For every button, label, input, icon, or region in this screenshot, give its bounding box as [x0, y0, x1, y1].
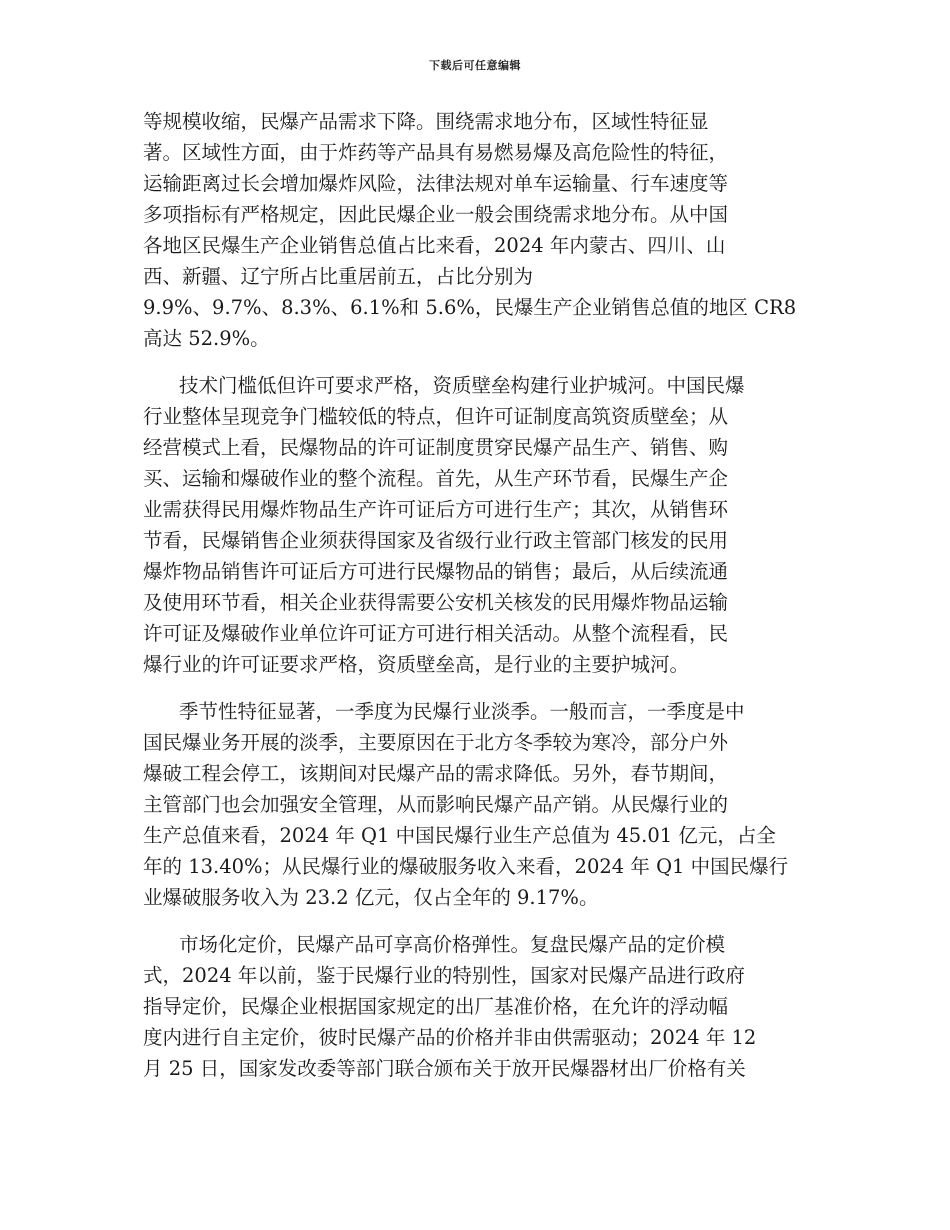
text-line: 各地区民爆生产企业销售总值占比来看，2024 年内蒙古、四川、山 [143, 234, 726, 257]
text-line: 爆炸物品销售许可证后方可进行民爆物品的销售；最后，从后续流通 [143, 560, 729, 583]
text-line: 生产总值来看，2024 年 Q1 中国民爆行业生产总值为 45.01 亿元，占全 [143, 824, 776, 847]
paragraph-demand-distribution [143, 106, 808, 354]
text-line: 9.9%、9.7%、8.3%、6.1%和 5.6%，民爆生产企业销售总值的地区 CR8 [143, 296, 797, 319]
text-line: 经营模式上看，民爆物品的许可证制度贯穿民爆产品生产、销售、购 [143, 436, 729, 459]
text-line: 等规模收缩，民爆产品需求下降。围绕需求地分布，区域性特征显 [143, 110, 709, 133]
paragraph-market-pricing [143, 929, 808, 1084]
paragraph-seasonality [143, 696, 808, 913]
text-line: 买、运输和爆破作业的整个流程。首先，从生产环节看，民爆生产企 [143, 467, 729, 490]
text-line: 运输距离过长会增加爆炸风险，法律法规对单车运输量、行车速度等 [143, 172, 729, 195]
text-line: 及使用环节看，相关企业获得需要公安机关核发的民用爆炸物品运输 [143, 591, 729, 614]
text-line: 节看，民爆销售企业须获得国家及省级行业行政主管部门核发的民用 [143, 529, 729, 552]
text-line: 行业整体呈现竞争门槛较低的特点，但许可证制度高筑资质壁垒；从 [143, 405, 729, 428]
text-line: 年的 13.40%；从民爆行业的爆破服务收入来看，2024 年 Q1 中国民爆行 [143, 855, 789, 878]
page-header: 下载后可任意编辑 [429, 59, 521, 72]
text-line: 国民爆业务开展的淡季，主要原因在于北方冬季较为寒冷，部分户外 [143, 731, 729, 754]
text-line: 式，2024 年以前，鉴于民爆行业的特别性，国家对民爆产品进行政府 [143, 964, 745, 987]
text-line: 高达 52.9%。 [143, 327, 270, 350]
text-line: 主管部门也会加强安全管理，从而影响民爆产品产销。从民爆行业的 [143, 793, 729, 816]
text-line: 业需获得民用爆炸物品生产许可证后方可进行生产；其次，从销售环 [143, 498, 729, 521]
text-line: 爆破工程会停工，该期间对民爆产品的需求降低。另外，春节期间， [143, 762, 729, 785]
text-line: 西、新疆、辽宁所占比重居前五，占比分别为 [143, 265, 534, 288]
text-line: 业爆破服务收入为 23.2 亿元，仅占全年的 9.17%。 [143, 886, 599, 909]
paragraph-license-barrier [143, 370, 808, 680]
text-line: 指导定价，民爆企业根据国家规定的出厂基准价格，在允许的浮动幅 [143, 995, 729, 1018]
text-line: 市场化定价，民爆产品可享高价格弹性。复盘民爆产品的定价模 [179, 933, 726, 956]
text-line: 著。区域性方面，由于炸药等产品具有易燃易爆及高危险性的特征， [143, 141, 729, 164]
text-line: 多项指标有严格规定，因此民爆企业一般会围绕需求地分布。从中国 [143, 203, 729, 226]
document-body [143, 106, 808, 1100]
text-line: 季节性特征显著，一季度为民爆行业淡季。一般而言，一季度是中 [179, 700, 745, 723]
text-line: 爆行业的许可证要求严格，资质壁垒高，是行业的主要护城河。 [143, 653, 690, 676]
text-line: 许可证及爆破作业单位许可证方可进行相关活动。从整个流程看，民 [143, 622, 729, 645]
text-line: 月 25 日，国家发改委等部门联合颁布关于放开民爆器材出厂价格有关 [143, 1057, 746, 1080]
text-line: 技术门槛低但许可要求严格，资质壁垒构建行业护城河。中国民爆 [179, 374, 745, 397]
text-line: 度内进行自主定价，彼时民爆产品的价格并非由供需驱动；2024 年 12 [143, 1026, 757, 1049]
